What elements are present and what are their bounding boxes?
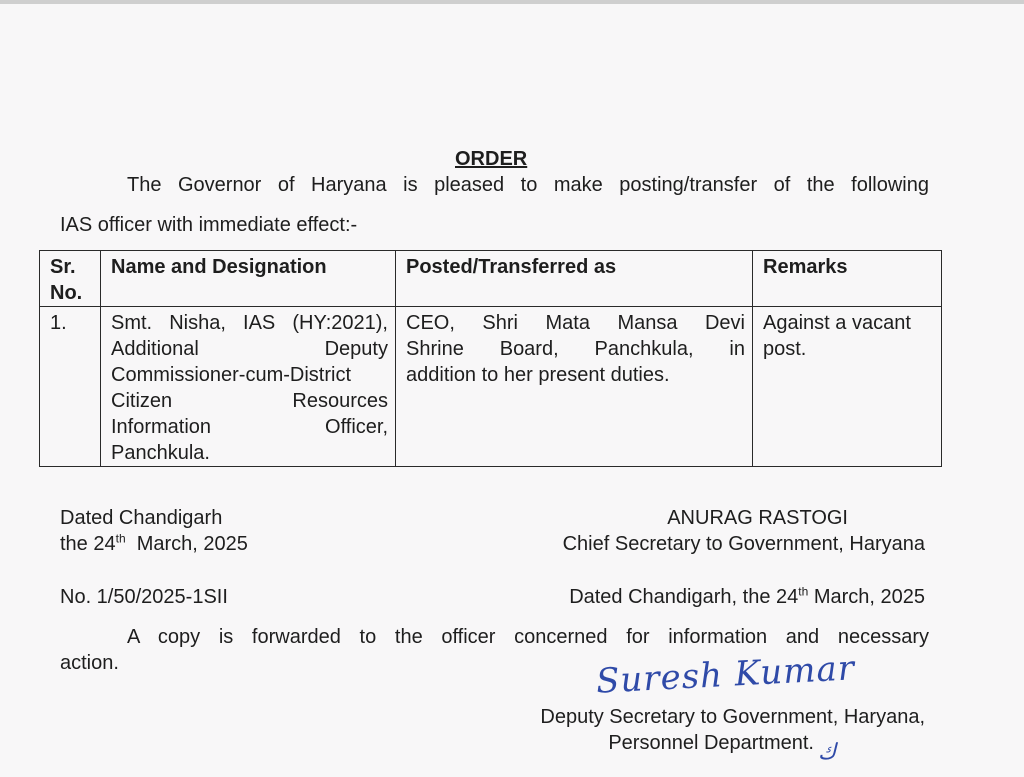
remarks-line: post. <box>763 338 807 360</box>
signatory-name: ANURAG RASTOGI <box>667 507 848 529</box>
order-number: No. 1/50/2025-1SII <box>60 586 228 608</box>
header-sr-line1: Sr. <box>50 256 76 278</box>
dated-left-line2 <box>60 531 248 557</box>
dated-right-sup: th <box>798 584 809 599</box>
dated-left-day: the 24 <box>60 533 116 555</box>
intro-line-2: IAS officer with immediate effect:- <box>60 214 358 236</box>
name-line: Information Officer, <box>111 416 388 438</box>
cell-name-designation <box>101 307 396 467</box>
name-line: Smt. Nisha, IAS (HY:2021), <box>111 312 388 334</box>
name-line: Panchkula. <box>111 442 210 464</box>
deputy-designation-line2: Personnel Department. <box>608 732 814 754</box>
posted-line: CEO, Shri Mata Mansa Devi <box>406 312 745 334</box>
posted-line: addition to her present duties. <box>406 364 670 386</box>
remarks-line: Against a vacant <box>763 312 911 334</box>
dated-right-day: Dated Chandigarh, the 24 <box>569 586 799 608</box>
dated-right <box>569 584 925 610</box>
name-line: Additional Deputy <box>111 338 388 360</box>
signatory-designation: Chief Secretary to Government, Haryana <box>562 533 925 555</box>
table-header-row <box>40 251 942 307</box>
handwritten-signature: Suresh Kumar <box>595 648 856 702</box>
deputy-designation-line1: Deputy Secretary to Government, Haryana, <box>540 706 925 728</box>
dated-left-sup: th <box>115 531 126 546</box>
dated-left-line1: Dated Chandigarh <box>60 507 223 529</box>
dated-right-month: March, 2025 <box>808 586 925 608</box>
table-row <box>40 307 942 467</box>
header-name-designation: Name and Designation <box>101 251 396 307</box>
cell-remarks <box>753 307 942 467</box>
header-sr-no <box>40 251 101 307</box>
order-heading: ORDER <box>455 148 528 170</box>
copy-forward-line2: action. <box>60 652 119 674</box>
name-line: Citizen Resources <box>111 390 388 412</box>
posted-line: Shrine Board, Panchkula, in <box>406 338 745 360</box>
dated-left-month: March, 2025 <box>125 533 248 555</box>
header-remarks: Remarks <box>753 251 942 307</box>
name-line: Commissioner-cum-District <box>111 364 352 386</box>
cell-sr: 1. <box>40 307 101 467</box>
header-sr-line2: No. <box>50 282 83 304</box>
scan-edge <box>0 0 1024 4</box>
header-posted-transferred: Posted/Transferred as <box>396 251 753 307</box>
intro-line-1: The Governor of Haryana is pleased to make posting/transfer of the following <box>127 174 929 196</box>
posting-table <box>39 250 942 467</box>
cell-posted-transferred <box>396 307 753 467</box>
initials-mark: ك <box>818 740 837 765</box>
copy-forward-line1: A copy is forwarded to the officer concerned for information and necessary <box>127 626 929 648</box>
